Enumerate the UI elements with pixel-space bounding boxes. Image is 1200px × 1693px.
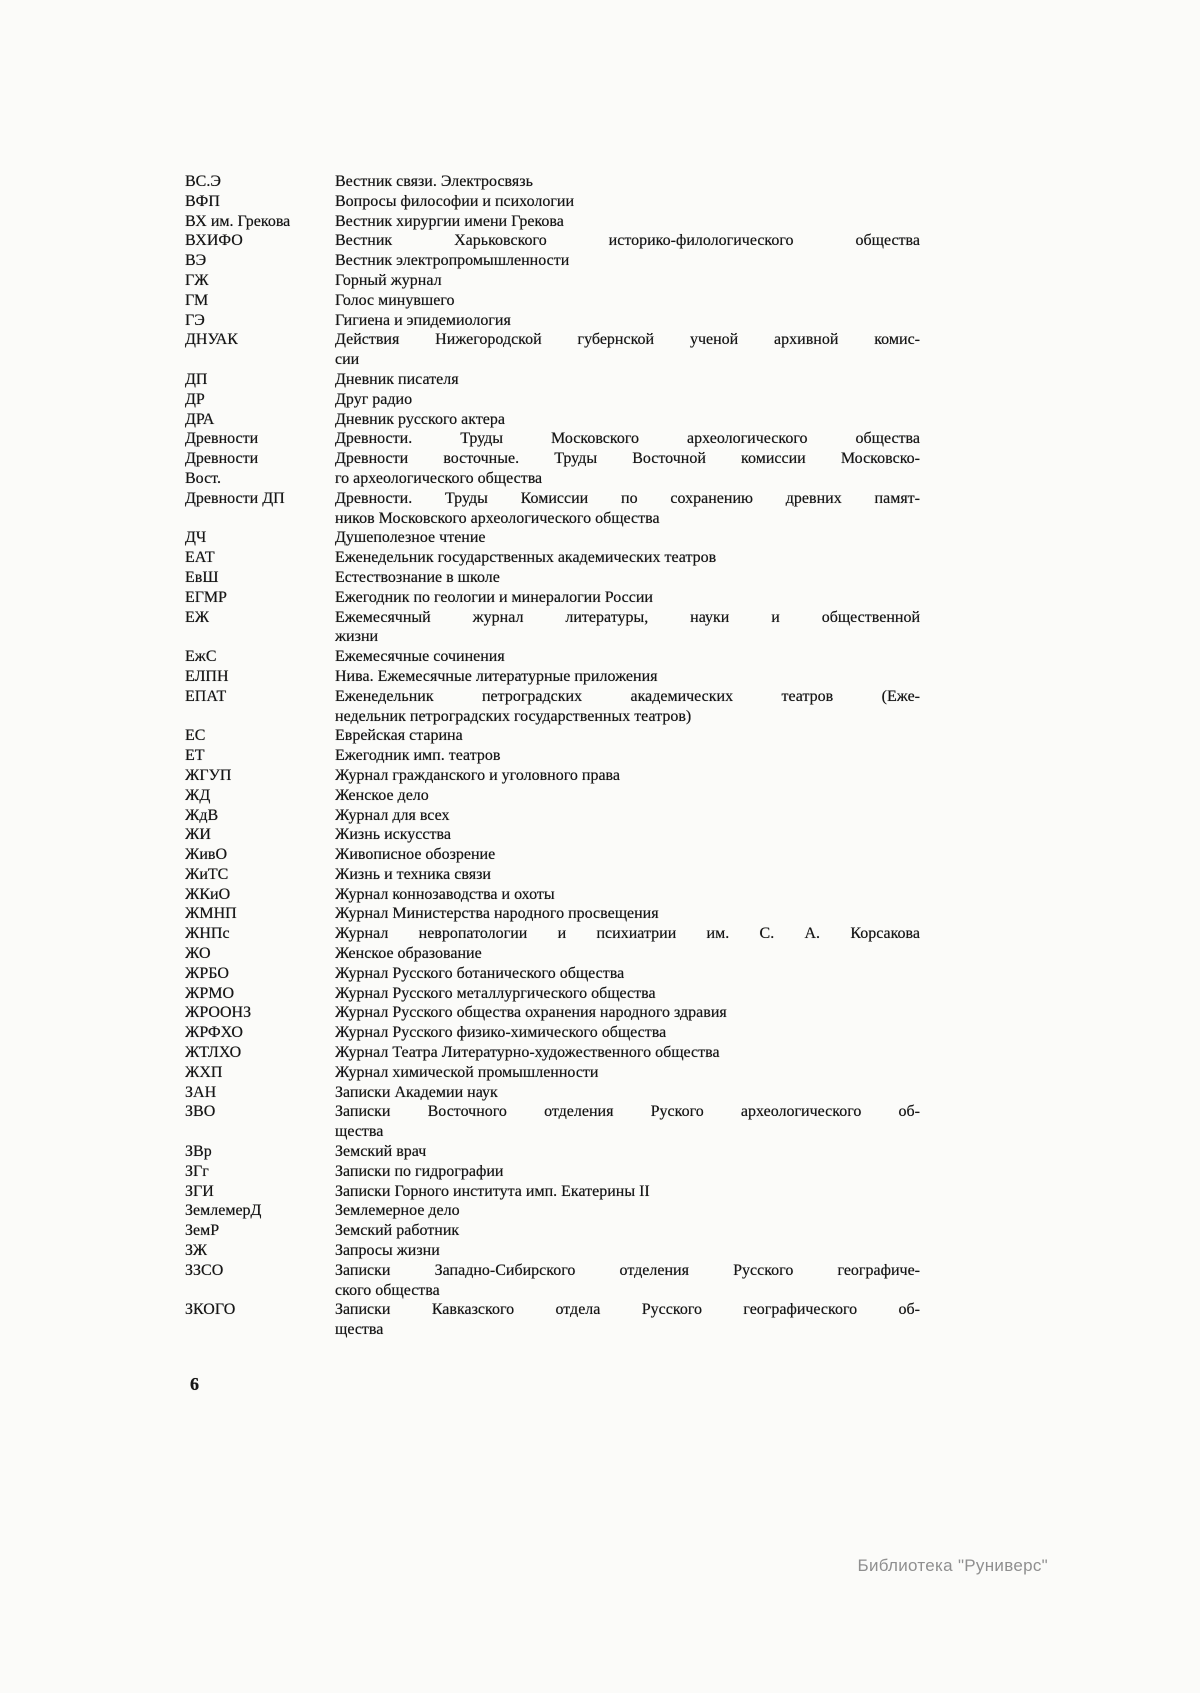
entry-desc	[335, 1261, 920, 1301]
entry-desc	[335, 1162, 920, 1182]
entry-row	[185, 845, 930, 865]
entry-abbr	[185, 786, 335, 806]
entry-desc	[335, 608, 920, 648]
entry-abbr	[185, 271, 335, 291]
entry-desc	[335, 212, 920, 232]
entry-abbr	[185, 667, 335, 687]
entry-abbr	[185, 172, 335, 192]
abbreviation-list	[185, 172, 930, 1340]
desc-line: Живописное обозрение	[335, 846, 496, 864]
entry-abbr	[185, 1241, 335, 1261]
entry-row	[185, 904, 930, 924]
desc-line: Дневник писателя	[335, 370, 459, 388]
desc-line: Гигиена и эпидемиология	[335, 311, 511, 329]
entry-row	[185, 212, 930, 232]
entry-abbr	[185, 1043, 335, 1063]
abbr-line: ЕЖ	[185, 608, 210, 626]
desc-line: Вестник электропромышленности	[335, 252, 570, 270]
entry-desc	[335, 1221, 920, 1241]
entry-row	[185, 944, 930, 964]
entry-desc	[335, 1083, 920, 1103]
entry-abbr	[185, 865, 335, 885]
desc-line: Запросы жизни	[335, 1242, 440, 1260]
entry-desc	[335, 806, 920, 826]
abbr-line: ЕГМР	[185, 588, 227, 606]
entry-desc	[335, 647, 920, 667]
desc-line: Ежемесячный журнал литературы, науки и общественной	[335, 608, 920, 626]
abbr-line: ЖиТС	[185, 865, 229, 883]
abbr-line: ЖдВ	[185, 806, 219, 824]
abbr-line: ЖРМО	[185, 984, 235, 1002]
desc-line: ского общества	[335, 1281, 440, 1299]
entry-abbr	[185, 449, 335, 489]
desc-line: Журнал невропатологии и психиатрии им. С. А. Корсакова	[335, 925, 920, 943]
desc-line: сии	[335, 351, 360, 369]
entry-row	[185, 786, 930, 806]
desc-line: Записки Восточного отделения Руского археологического об-	[335, 1103, 920, 1121]
entry-desc	[335, 231, 920, 251]
entry-abbr	[185, 885, 335, 905]
entry-desc	[335, 964, 920, 984]
abbr-line: ЖО	[185, 945, 211, 963]
entry-row	[185, 588, 930, 608]
abbr-line: Вост.	[185, 469, 221, 487]
page-number: 6	[190, 1374, 199, 1394]
desc-line: ников Московского археологического общества	[335, 509, 660, 527]
abbr-line: ВХ им. Грекова	[185, 212, 291, 230]
abbr-line: Древности	[185, 450, 259, 468]
abbr-line: ЗГг	[185, 1162, 209, 1180]
entry-desc	[335, 1003, 920, 1023]
entry-abbr	[185, 429, 335, 449]
entry-row	[185, 370, 930, 390]
desc-line: Журнал Министерства народного просвещения	[335, 905, 659, 923]
entry-desc	[335, 687, 920, 727]
desc-line: Земский врач	[335, 1143, 427, 1161]
entry-desc	[335, 1063, 920, 1083]
entry-row	[185, 528, 930, 548]
entry-desc	[335, 291, 920, 311]
entry-abbr	[185, 904, 335, 924]
entry-row	[185, 251, 930, 271]
entry-row	[185, 410, 930, 430]
entry-abbr	[185, 311, 335, 331]
desc-line: Вестник Харьковского историко-филологического общества	[335, 232, 920, 250]
entry-desc	[335, 1182, 920, 1202]
abbr-line: ДНУАК	[185, 331, 238, 349]
abbr-line: ЗВО	[185, 1103, 216, 1121]
entry-desc	[335, 786, 920, 806]
entry-abbr	[185, 1063, 335, 1083]
desc-line: Действия Нижегородской губернской ученой архивной комис-	[335, 331, 920, 349]
abbr-line: ЗГИ	[185, 1182, 214, 1200]
abbr-line: ЖКиО	[185, 885, 231, 903]
entry-abbr	[185, 687, 335, 707]
desc-line: Вестник хирургии имени Грекова	[335, 212, 564, 230]
abbr-line: ДР	[185, 390, 205, 408]
abbr-line: ЖИ	[185, 826, 211, 844]
entry-desc	[335, 825, 920, 845]
abbr-line: ВФП	[185, 192, 220, 210]
entry-desc	[335, 330, 920, 370]
abbr-line: ГМ	[185, 291, 209, 309]
entry-abbr	[185, 984, 335, 1004]
abbr-line: ЕАТ	[185, 549, 215, 567]
entry-desc	[335, 1201, 920, 1221]
desc-line: Еврейская старина	[335, 727, 463, 745]
entry-desc	[335, 390, 920, 410]
desc-line: Еженедельник государственных академических театров	[335, 549, 717, 567]
entry-abbr	[185, 568, 335, 588]
entry-desc	[335, 172, 920, 192]
abbr-line: ЗемлемерД	[185, 1202, 262, 1220]
entry-row	[185, 172, 930, 192]
entry-row	[185, 1102, 930, 1142]
entry-row	[185, 825, 930, 845]
entry-abbr	[185, 1162, 335, 1182]
abbr-line: ЗемР	[185, 1222, 220, 1240]
desc-line: Дневник русского актера	[335, 410, 506, 428]
desc-line: Вестник связи. Электросвязь	[335, 173, 533, 190]
entry-row	[185, 1142, 930, 1162]
entry-row	[185, 271, 930, 291]
entry-row	[185, 1162, 930, 1182]
entry-row	[185, 746, 930, 766]
entry-desc	[335, 924, 920, 944]
desc-line: Жизнь и техника связи	[335, 865, 491, 883]
entry-row	[185, 1182, 930, 1202]
entry-row	[185, 1201, 930, 1221]
desc-line: Древности. Труды Московского археологического общества	[335, 430, 920, 448]
desc-line: Ежегодник по геологии и минералогии России	[335, 588, 653, 606]
entry-abbr	[185, 330, 335, 350]
desc-line: Журнал гражданского и уголовного права	[335, 766, 620, 784]
entry-abbr	[185, 845, 335, 865]
abbr-line: ЖГУП	[185, 766, 232, 784]
entry-abbr	[185, 192, 335, 212]
entry-desc	[335, 726, 920, 746]
abbr-line: ВХИФО	[185, 232, 243, 250]
entry-abbr	[185, 1182, 335, 1202]
desc-line: Записки по гидрографии	[335, 1162, 504, 1180]
entry-desc	[335, 251, 920, 271]
entry-desc	[335, 984, 920, 1004]
abbr-line: ЗЗСО	[185, 1261, 224, 1279]
desc-line: Журнал для всех	[335, 806, 450, 824]
entry-row	[185, 489, 930, 529]
entry-row	[185, 1063, 930, 1083]
entry-row	[185, 984, 930, 1004]
entry-abbr	[185, 1083, 335, 1103]
desc-line: Записки Горного института имп. Екатерины II	[335, 1182, 650, 1200]
entry-abbr	[185, 1261, 335, 1281]
abbr-line: ЖХП	[185, 1063, 223, 1081]
entry-desc	[335, 568, 920, 588]
entry-abbr	[185, 924, 335, 944]
abbr-line: ГЖ	[185, 271, 209, 289]
entry-abbr	[185, 528, 335, 548]
abbr-line: ЕвШ	[185, 568, 219, 586]
desc-line: Друг радио	[335, 390, 413, 408]
entry-row	[185, 667, 930, 687]
abbr-line: ВС.Э	[185, 173, 221, 190]
abbr-line: ЖМНП	[185, 905, 237, 923]
entry-desc	[335, 904, 920, 924]
desc-line: Журнал коннозаводства и охоты	[335, 885, 555, 903]
entry-abbr	[185, 766, 335, 786]
desc-line: Журнал Русского ботанического общества	[335, 964, 625, 982]
entry-abbr	[185, 390, 335, 410]
entry-desc	[335, 429, 920, 449]
abbr-line: Древности ДП	[185, 489, 285, 507]
desc-line: недельник петроградских государственных театров)	[335, 707, 692, 725]
desc-line: Записки Западно-Сибирского отделения Русского географиче-	[335, 1261, 920, 1279]
desc-line: Ежемесячные сочинения	[335, 648, 505, 666]
abbr-line: ЖРООНЗ	[185, 1004, 252, 1022]
entry-desc	[335, 1300, 920, 1340]
abbr-line: Древности	[185, 430, 259, 448]
entry-row	[185, 865, 930, 885]
desc-line: Жизнь искусства	[335, 826, 451, 844]
entry-abbr	[185, 1023, 335, 1043]
entry-desc	[335, 311, 920, 331]
entry-row	[185, 647, 930, 667]
abbr-line: ЕТ	[185, 747, 205, 765]
desc-line: щества	[335, 1321, 384, 1339]
entry-desc	[335, 845, 920, 865]
entry-desc	[335, 449, 920, 489]
abbr-line: ГЭ	[185, 311, 205, 329]
entry-desc	[335, 1023, 920, 1043]
entry-row	[185, 1023, 930, 1043]
entry-desc	[335, 410, 920, 430]
entry-row	[185, 885, 930, 905]
watermark: Библиотека "Руниверс"	[857, 1556, 1048, 1575]
desc-line: Записки Академии наук	[335, 1083, 498, 1101]
abbr-line: ДП	[185, 370, 208, 388]
desc-line: Журнал химической промышленности	[335, 1063, 599, 1081]
entry-row	[185, 449, 930, 489]
entry-row	[185, 1083, 930, 1103]
entry-desc	[335, 548, 920, 568]
desc-line: Записки Кавказского отдела Русского географического об-	[335, 1301, 920, 1319]
entry-row	[185, 924, 930, 944]
abbr-line: ЗВр	[185, 1143, 212, 1161]
desc-line: жизни	[335, 628, 379, 646]
entry-abbr	[185, 964, 335, 984]
entry-abbr	[185, 1221, 335, 1241]
abbr-line: ЕС	[185, 727, 206, 745]
entry-desc	[335, 1102, 920, 1142]
abbr-line: ЖТЛХО	[185, 1044, 242, 1062]
desc-line: Вопросы философии и психологии	[335, 192, 575, 210]
entry-row	[185, 231, 930, 251]
entry-desc	[335, 667, 920, 687]
entry-row	[185, 806, 930, 826]
entry-abbr	[185, 647, 335, 667]
entry-desc	[335, 865, 920, 885]
abbr-line: ЖРБО	[185, 964, 229, 982]
entry-desc	[335, 370, 920, 390]
entry-abbr	[185, 370, 335, 390]
desc-line: Журнал Театра Литературно-художественного общества	[335, 1044, 720, 1062]
abbr-line: ЕПАТ	[185, 687, 227, 705]
desc-line: Женское дело	[335, 786, 429, 804]
abbr-line: ЗКОГО	[185, 1301, 236, 1319]
entry-desc	[335, 528, 920, 548]
abbr-line: ВЭ	[185, 252, 207, 270]
entry-abbr	[185, 1201, 335, 1221]
entry-row	[185, 1043, 930, 1063]
entry-desc	[335, 1142, 920, 1162]
desc-line: Голос минувшего	[335, 291, 455, 309]
abbr-line: ЖРФХО	[185, 1024, 243, 1042]
entry-row	[185, 608, 930, 648]
entry-desc	[335, 944, 920, 964]
desc-line: Землемерное дело	[335, 1202, 460, 1220]
entry-abbr	[185, 825, 335, 845]
entry-desc	[335, 192, 920, 212]
entry-row	[185, 1261, 930, 1301]
desc-line: Земский работник	[335, 1222, 460, 1240]
abbr-line: ЖНПс	[185, 925, 230, 943]
entry-desc	[335, 271, 920, 291]
abbr-line: ЖивО	[185, 846, 228, 864]
entry-desc	[335, 766, 920, 786]
entry-row	[185, 766, 930, 786]
desc-line: Древности восточные. Труды Восточной комиссии Московско-	[335, 450, 920, 468]
desc-line: Горный журнал	[335, 271, 442, 289]
entry-row	[185, 390, 930, 410]
entry-row	[185, 192, 930, 212]
entry-row	[185, 548, 930, 568]
entry-row	[185, 568, 930, 588]
entry-abbr	[185, 489, 335, 509]
desc-line: Ежегодник имп. театров	[335, 747, 501, 765]
entry-row	[185, 726, 930, 746]
entry-row	[185, 291, 930, 311]
entry-abbr	[185, 1300, 335, 1320]
abbr-line: ЕжС	[185, 648, 217, 666]
desc-line: Журнал Русского металлургического общества	[335, 984, 656, 1002]
entry-abbr	[185, 291, 335, 311]
entry-abbr	[185, 251, 335, 271]
entry-row	[185, 330, 930, 370]
desc-line: Женское образование	[335, 945, 482, 963]
abbr-line: ДРА	[185, 410, 215, 428]
entry-abbr	[185, 726, 335, 746]
desc-line: Естествознание в школе	[335, 568, 500, 586]
entry-desc	[335, 885, 920, 905]
entry-row	[185, 311, 930, 331]
entry-desc	[335, 1241, 920, 1261]
entry-row	[185, 1221, 930, 1241]
entry-abbr	[185, 410, 335, 430]
abbr-line: ЗАН	[185, 1083, 217, 1101]
entry-abbr	[185, 231, 335, 251]
desc-line: щества	[335, 1123, 384, 1141]
desc-line: Журнал Русского общества охранения народного здравия	[335, 1004, 727, 1022]
abbr-line: ЖД	[185, 786, 211, 804]
entry-row	[185, 1241, 930, 1261]
desc-line: Душеполезное чтение	[335, 529, 486, 547]
desc-line: го археологического общества	[335, 469, 543, 487]
abbr-line: ЕЛПН	[185, 667, 229, 685]
abbr-line: ДЧ	[185, 529, 207, 547]
entry-row	[185, 687, 930, 727]
entry-desc	[335, 489, 920, 529]
abbr-line: ЗЖ	[185, 1242, 208, 1260]
entry-desc	[335, 1043, 920, 1063]
entry-row	[185, 964, 930, 984]
entry-row	[185, 429, 930, 449]
entry-abbr	[185, 608, 335, 628]
entry-abbr	[185, 1003, 335, 1023]
entry-desc	[335, 588, 920, 608]
entry-row	[185, 1003, 930, 1023]
desc-line: Журнал Русского физико-химического общества	[335, 1024, 667, 1042]
entry-abbr	[185, 1102, 335, 1122]
entry-desc	[335, 746, 920, 766]
entry-abbr	[185, 944, 335, 964]
desc-line: Древности. Труды Комиссии по сохранению древних памят-	[335, 489, 920, 507]
entry-abbr	[185, 746, 335, 766]
desc-line: Нива. Ежемесячные литературные приложения	[335, 667, 658, 685]
entry-abbr	[185, 212, 335, 232]
entry-abbr	[185, 548, 335, 568]
entry-abbr	[185, 1142, 335, 1162]
entry-row	[185, 1300, 930, 1340]
desc-line: Еженедельник петроградских академических театров (Еже-	[335, 687, 920, 705]
entry-abbr	[185, 588, 335, 608]
entry-abbr	[185, 806, 335, 826]
